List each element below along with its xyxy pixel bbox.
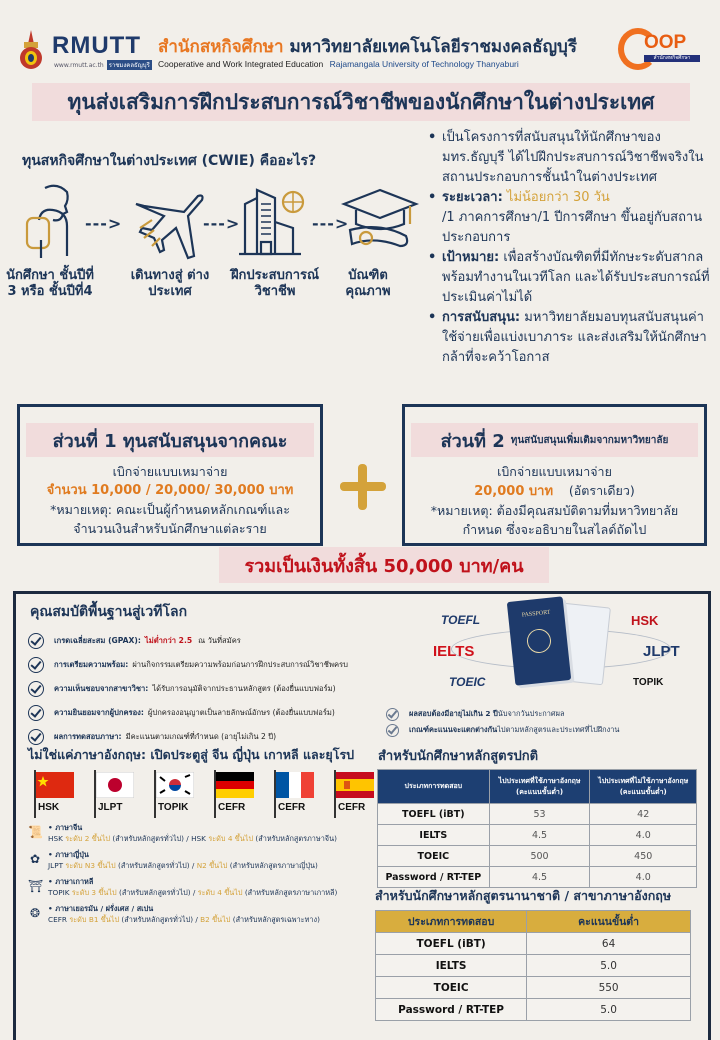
spain-flag-icon bbox=[336, 772, 374, 798]
funding-part-2-body bbox=[405, 462, 704, 539]
passport-icon bbox=[507, 596, 571, 685]
toefl-logo: TOEFL bbox=[441, 613, 481, 627]
table-row bbox=[378, 825, 697, 846]
table-row bbox=[378, 804, 697, 825]
header-subtitle bbox=[158, 59, 519, 69]
test-type-cell: Password / RT-TEP bbox=[376, 999, 527, 1021]
check-circle-icon bbox=[28, 681, 44, 697]
qualification-label: ความยินยอมจากผู้ปกครอง: bbox=[54, 708, 144, 717]
bullet-goal bbox=[426, 248, 716, 308]
program-type: (สำหรับหลักสูตรทั่วไป) / bbox=[118, 888, 196, 897]
university-name-en: Rajamangala University of Technology Thanyaburi bbox=[329, 59, 519, 69]
funding-rate: (อัตราเดียว) bbox=[568, 483, 635, 498]
flag-korea bbox=[154, 770, 196, 818]
funding-part-2-title: ส่วนที่ 2 bbox=[440, 430, 505, 452]
funding-note: *หมายเหตุ: ต้องมีคุณสมบัติตามที่มหาวิทยาลัย bbox=[430, 503, 679, 518]
bullet-support bbox=[426, 308, 716, 368]
flag-label: CEFR bbox=[218, 802, 246, 813]
flow-arrow: ---> bbox=[85, 214, 123, 233]
qualifications-title: คุณสมบัติพื้นฐานสู่เวทีโลก bbox=[30, 604, 188, 620]
score-cell: 4.5 bbox=[489, 825, 590, 846]
bullet-label: การสนับสนุน: bbox=[442, 310, 521, 325]
check-circle-icon bbox=[28, 729, 44, 745]
funding-note: จำนวนเงินสำหรับนักศึกษาแต่ละราย bbox=[73, 521, 267, 536]
level-requirement: ระดับ 3 ขึ้นไป bbox=[71, 888, 117, 897]
laurel-icon: ❂ bbox=[29, 906, 41, 920]
passport-label: PASSPORT bbox=[521, 609, 551, 619]
sakura-icon: ✿ bbox=[29, 852, 41, 866]
qualification-gpax bbox=[28, 629, 388, 653]
header-title bbox=[158, 33, 577, 60]
language-tests-visual bbox=[411, 599, 711, 697]
flag-spain bbox=[334, 770, 376, 818]
test-type-cell: TOEIC bbox=[376, 977, 527, 999]
office-name: สำนักสหกิจศึกษา bbox=[158, 37, 284, 57]
language-note-korean: ⛩ • ภาษาเกาหลี TOPIK ระดับ 3 ขึ้นไป (สำหรับหลักสูตรทั่วไป) / ระดับ 4 ขึ้นไป (สำหรับหลักสูตรภาษาเกาหลี) bbox=[28, 877, 338, 897]
funding-part-2-subtitle: ทุนสนับสนุนเพิ่มเติมจากมหาวิทยาลัย bbox=[510, 434, 669, 446]
flow-arrow: ---> bbox=[203, 214, 241, 233]
check-circle-icon bbox=[28, 633, 44, 649]
language-name: ภาษาเยอรมัน / ฝรั่งเศส / สเปน bbox=[55, 904, 154, 913]
toeic-logo: TOEIC bbox=[449, 675, 486, 689]
score-cell: 4.0 bbox=[590, 867, 697, 888]
student-backpack-icon bbox=[15, 180, 95, 260]
flag-japan bbox=[94, 770, 136, 818]
score-cell: 550 bbox=[527, 977, 691, 999]
table-row bbox=[378, 846, 697, 867]
language-name: ภาษาเกาหลี bbox=[55, 877, 94, 886]
qualification-text: ได้รับการอนุมัติจากประธานหลักสูตร (ต้องยื่นแบบฟอร์ม) bbox=[152, 684, 336, 693]
qualifications-panel bbox=[13, 591, 711, 1040]
language-requirements bbox=[28, 822, 388, 930]
duration-highlight: ไม่น้อยกว่า 30 วัน bbox=[506, 190, 610, 205]
funding-part-1-header bbox=[26, 423, 314, 457]
office-building-globe-icon bbox=[235, 180, 315, 260]
bullet-text: เพื่อสร้างบัณฑิตที่มีทักษะระดับสากล พร้อมทำงานในเวทีโลก และได้รับประสบการณ์ที่ประเมินค่าไม่ได้ bbox=[442, 250, 710, 305]
languages-title: ไม่ใช่แค่ภาษาอังกฤษ: เปิดประตูสู่ จีน ญี่ปุ่น เกาหลี และยุโรป bbox=[28, 747, 355, 762]
flag-germany bbox=[214, 770, 256, 818]
qualification-preparation bbox=[28, 653, 388, 677]
program-type: (สำหรับหลักสูตรทั่วไป) / bbox=[121, 915, 198, 924]
office-name-en: Cooperative and Work Integrated Education bbox=[158, 59, 324, 69]
hsk-logo: HSK bbox=[631, 613, 659, 628]
level-requirement: ระดับ 4 ขึ้นไป bbox=[208, 834, 254, 843]
test-type-cell: IELTS bbox=[376, 955, 527, 977]
university-name: มหาวิทยาลัยเทคโนโลยีราชมงคลธัญบุรี bbox=[289, 37, 577, 57]
germany-flag-icon bbox=[216, 772, 254, 798]
table-row bbox=[376, 999, 691, 1021]
coop-tag: สำนักสหกิจศึกษา bbox=[644, 55, 700, 62]
flag-label: CEFR bbox=[278, 802, 306, 813]
test-type-cell: TOEFL (iBT) bbox=[376, 933, 527, 955]
cwie-steps bbox=[6, 180, 415, 330]
globe-icon bbox=[526, 628, 552, 654]
language-note-japanese: ✿ • ภาษาญี่ปุ่น JLPT ระดับ N3 ขึ้นไป (สำหรับหลักสูตรทั่วไป) / N2 ขึ้นไป (สำหรับหลักสูตรภาษาญี่ปุ่น) bbox=[29, 850, 318, 870]
japan-flag-icon bbox=[96, 772, 134, 798]
column-header: ไปประเทศที่ไม่ใช้ภาษาอังกฤษ (คะแนนขั้นต่ำ) bbox=[590, 770, 697, 804]
program-type: (สำหรับหลักสูตรเฉพาะทาง) bbox=[232, 915, 320, 924]
bullet-overview bbox=[426, 128, 716, 188]
topik-logo: TOPIK bbox=[633, 677, 664, 688]
flag-france bbox=[274, 770, 316, 818]
score-cell: 53 bbox=[489, 804, 590, 825]
score-cell: 64 bbox=[527, 933, 691, 955]
test-type-cell: TOEIC bbox=[378, 846, 490, 867]
cwie-bullets bbox=[426, 128, 716, 368]
france-flag-icon bbox=[276, 772, 314, 798]
table-row bbox=[376, 955, 691, 977]
bullet-text: เป็นโครงการที่สนับสนุนให้นักศึกษาของ มทร.ธัญบุรี ได้ไปฝึกประสบการณ์วิชาชีพจริงในสถานประกอบการชั้นนำในต่างประเทศ bbox=[442, 130, 704, 185]
payment-type: เบิกจ่ายแบบเหมาจ่าย bbox=[112, 464, 228, 479]
payment-type: เบิกจ่ายแบบเหมาจ่าย bbox=[497, 464, 612, 479]
score-cell: 5.0 bbox=[527, 999, 691, 1021]
language-note-chinese: 📜 • ภาษาจีน HSK ระดับ 2 ขึ้นไป (สำหรับหลักสูตรทั่วไป) / HSK ระดับ 4 ขึ้นไป (สำหรับหลักสูตรภาษาจีน) bbox=[28, 823, 337, 843]
test-name: JLPT bbox=[48, 861, 64, 870]
column-header: คะแนนขั้นต่ำ bbox=[527, 911, 691, 933]
program-type: (สำหรับหลักสูตรทั่วไป) / bbox=[117, 861, 195, 870]
test-name: TOPIK bbox=[48, 888, 70, 897]
test-note bbox=[386, 722, 706, 738]
funding-amount: จำนวน 10,000 / 20,000/ 30,000 บาท bbox=[46, 483, 294, 498]
qualifications-list bbox=[28, 629, 388, 749]
check-circle-icon bbox=[386, 724, 399, 737]
table-row bbox=[376, 933, 691, 955]
total-banner bbox=[219, 547, 549, 583]
flag-label: TOPIK bbox=[158, 802, 189, 813]
qualification-label: การเตรียมความพร้อม: bbox=[54, 660, 129, 669]
flag-label: CEFR bbox=[338, 802, 366, 813]
flag-label: HSK bbox=[38, 802, 60, 813]
step-label: บัณฑิต คุณภาพ bbox=[345, 268, 391, 300]
score-cell: 450 bbox=[590, 846, 697, 867]
header bbox=[0, 0, 720, 80]
test-note-bold: ผลสอบต้องมีอายุไม่เกิน 2 ปี bbox=[409, 709, 498, 718]
total-amount: รวมเป็นเงินทั้งสิ้น 50,000 บาท/คน bbox=[244, 555, 524, 577]
china-flag-icon bbox=[36, 772, 74, 798]
flag-china bbox=[34, 770, 76, 818]
ielts-logo: IELTS bbox=[433, 643, 475, 660]
program-type: (สำหรับหลักสูตรทั่วไป) / HSK bbox=[112, 834, 206, 843]
regular-score-table bbox=[377, 769, 697, 888]
score-cell: 42 bbox=[590, 804, 697, 825]
funding-amount: 20,000 บาท bbox=[474, 484, 554, 499]
international-score-table bbox=[375, 910, 691, 1021]
qualification-text: ณ วันที่สมัคร bbox=[198, 636, 241, 645]
funding-part-1-title: ส่วนที่ 1 ทุนสนับสนุนจากคณะ bbox=[52, 430, 288, 452]
level-requirement: N2 ขึ้นไป bbox=[196, 861, 228, 870]
qualification-label: ผลการทดสอบภาษา: bbox=[54, 732, 122, 741]
test-notes bbox=[386, 706, 706, 738]
bullet-text: มหาวิทยาลัยมอบทุนสนับสนุนค่าใช้จ่ายเพื่อแบ่งเบาภาระ และส่งเสริมให้นักศึกษากล้าที่จะคว้าโอกาส bbox=[442, 310, 707, 365]
table-row bbox=[376, 977, 691, 999]
test-note-bold: เกณฑ์คะแนนจะแตกต่างกัน bbox=[409, 725, 498, 734]
table-header-row bbox=[376, 911, 691, 933]
title-banner bbox=[32, 83, 690, 121]
check-circle-icon bbox=[28, 705, 44, 721]
university-tag: ราชมงคลธัญบุรี bbox=[108, 62, 150, 69]
test-type-cell: TOEFL (iBT) bbox=[378, 804, 490, 825]
university-url: www.rmutt.ac.th bbox=[54, 61, 104, 69]
funding-note: *หมายเหตุ: คณะเป็นผู้กำหนดหลักเกณฑ์และ bbox=[50, 502, 290, 517]
test-type-cell: IELTS bbox=[378, 825, 490, 846]
scroll-icon: 📜 bbox=[28, 825, 43, 839]
test-note bbox=[386, 706, 706, 722]
qualification-text: ผ่านกิจกรรมเตรียมความพร้อมก่อนการฝึกประสบการณ์วิชาชีพครบ bbox=[132, 660, 348, 669]
page-title: ทุนส่งเสริมการฝึกประสบการณ์วิชาชีพของนักศึกษาในต่างประเทศ bbox=[67, 89, 655, 114]
language-flags bbox=[34, 770, 384, 820]
plus-icon bbox=[338, 462, 388, 512]
level-requirement: B2 ขึ้นไป bbox=[200, 915, 231, 924]
level-requirement: ระดับ 2 ขึ้นไป bbox=[65, 834, 111, 843]
bullet-duration bbox=[426, 188, 716, 248]
qualification-parent-consent bbox=[28, 701, 388, 725]
test-name: HSK bbox=[48, 834, 63, 843]
check-circle-icon bbox=[28, 657, 44, 673]
check-circle-icon bbox=[386, 708, 399, 721]
score-cell: 4.0 bbox=[590, 825, 697, 846]
qualification-label: เกรดเฉลี่ยสะสม (GPAX): bbox=[54, 636, 141, 645]
international-table-title: สำหรับนักศึกษาหลักสูตรนานาชาติ / สาขาภาษาอังกฤษ bbox=[375, 888, 672, 903]
cwie-question: ทุนสหกิจศึกษาในต่างประเทศ (CWIE) คืออะไร? bbox=[22, 153, 317, 169]
university-seal-icon bbox=[18, 30, 44, 70]
test-name: CEFR bbox=[48, 915, 67, 924]
funding-part-1 bbox=[17, 404, 323, 546]
regular-table-title: สำหรับนักศึกษาหลักสูตรปกติ bbox=[378, 749, 539, 764]
bullet-label: เป้าหมาย: bbox=[442, 250, 500, 265]
test-note-text: นับจากวันประกาศผล bbox=[497, 709, 565, 718]
graduation-cap-diploma-icon bbox=[340, 180, 420, 260]
table-row bbox=[378, 867, 697, 888]
pagoda-icon: ⛩ bbox=[28, 879, 44, 893]
funding-part-2-header bbox=[411, 423, 698, 457]
test-type-cell: Password / RT-TEP bbox=[378, 867, 490, 888]
score-cell: 4.5 bbox=[489, 867, 590, 888]
column-header: ประเภทการทดสอบ bbox=[378, 770, 490, 804]
step-label: เดินทางสู่ ต่างประเทศ bbox=[130, 268, 210, 300]
level-requirement: ระดับ B1 ขึ้นไป bbox=[69, 915, 120, 924]
program-type: (สำหรับหลักสูตรภาษาเกาหลี) bbox=[244, 888, 338, 897]
level-requirement: ระดับ N3 ขึ้นไป bbox=[65, 861, 116, 870]
level-requirement: ระดับ 4 ขึ้นไป bbox=[197, 888, 243, 897]
qualification-text: ผู้ปกครองอนุญาตเป็นลายลักษณ์อักษร (ต้องยื่นแบบฟอร์ม) bbox=[147, 708, 335, 717]
rmutt-logo: RMUTT bbox=[52, 32, 141, 59]
funding-note: กำหนด ซึ่งจะอธิบายในสไลด์ถัดไป bbox=[462, 522, 647, 537]
language-name: ภาษาญี่ปุ่น bbox=[55, 850, 89, 859]
funding-part-1-body bbox=[20, 462, 320, 538]
program-type: (สำหรับหลักสูตรภาษาญี่ปุ่น) bbox=[229, 861, 318, 870]
language-name: ภาษาจีน bbox=[55, 823, 83, 832]
jlpt-logo: JLPT bbox=[643, 643, 680, 660]
step-label: นักศึกษา ชั้นปีที่ 3 หรือ ชั้นปีที่4 bbox=[6, 268, 94, 300]
bullet-label: ระยะเวลา: bbox=[442, 190, 503, 205]
airplane-icon bbox=[130, 180, 210, 260]
coop-logo bbox=[618, 28, 706, 72]
rmutt-url bbox=[54, 60, 152, 70]
gpax-minimum: ไม่ต่ำกว่า 2.5 bbox=[144, 636, 193, 645]
qualification-text: มีคะแนนตามเกณฑ์ที่กำหนด (อายุไม่เกิน 2 ปี) bbox=[125, 732, 277, 741]
flag-label: JLPT bbox=[98, 802, 123, 813]
korea-flag-icon bbox=[156, 772, 194, 798]
flow-arrow: ---> bbox=[312, 214, 350, 233]
funding-part-2 bbox=[402, 404, 707, 546]
table-header-row bbox=[378, 770, 697, 804]
qualification-program-approval bbox=[28, 677, 388, 701]
qualification-label: ความเห็นชอบจากสาขาวิชา: bbox=[54, 684, 149, 693]
bullet-text: /1 ภาคการศึกษา/1 ปีการศึกษา ขึ้นอยู่กับสถานประกอบการ bbox=[442, 210, 703, 245]
score-cell: 500 bbox=[489, 846, 590, 867]
test-note-text: ไปตามหลักสูตรและประเทศที่ไปฝึกงาน bbox=[497, 725, 620, 734]
coop-text: OOP bbox=[644, 32, 687, 53]
score-cell: 5.0 bbox=[527, 955, 691, 977]
column-header: ประเภทการทดสอบ bbox=[376, 911, 527, 933]
language-note-european: ❂ • ภาษาเยอรมัน / ฝรั่งเศส / สเปน CEFR ระดับ B1 ขึ้นไป (สำหรับหลักสูตรทั่วไป) / B2 ขึ้นไป (สำหรับหลักสูตรเฉพาะทาง) bbox=[29, 904, 320, 924]
step-label: ฝึกประสบการณ์ วิชาชีพ bbox=[230, 268, 320, 300]
column-header: ไปประเทศที่ใช้ภาษาอังกฤษ (คะแนนขั้นต่ำ) bbox=[489, 770, 590, 804]
program-type: (สำหรับหลักสูตรภาษาจีน) bbox=[255, 834, 337, 843]
